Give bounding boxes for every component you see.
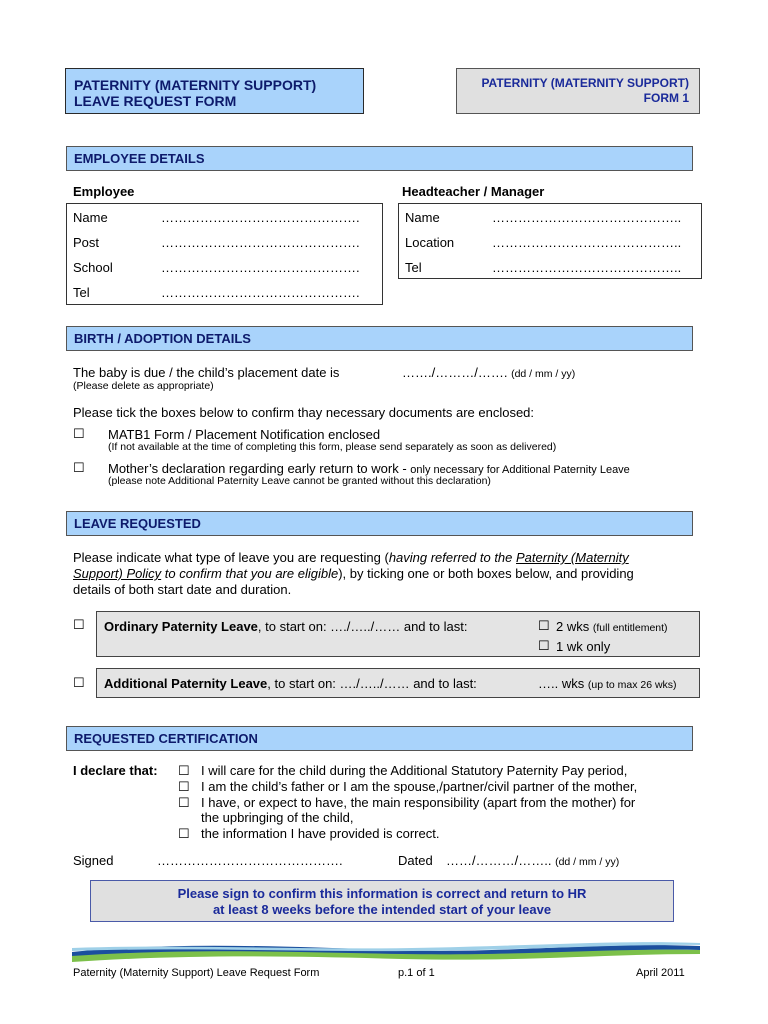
return-notice [90,880,674,922]
manager-name-label: Name [405,210,440,225]
two-weeks-note: (full entitlement) [592,622,668,634]
manager-label: Headteacher / Manager [402,184,545,199]
manager-tel-field[interactable]: …………………………………….. [492,260,682,275]
manager-location-field[interactable]: …………………………………….. [492,235,682,250]
certification-heading: REQUESTED CERTIFICATION [66,726,693,751]
two-weeks-option [556,619,668,634]
tick-intro: Please tick the boxes below to confirm thay necessary documents are enclosed: [73,405,535,420]
form-title-line1: PATERNITY (MATERNITY SUPPORT) [74,77,317,93]
birth-details-heading: BIRTH / ADOPTION DETAILS [66,326,693,351]
due-date-format: (dd / mm / yy) [511,368,576,380]
one-week-checkbox[interactable]: ☐ [538,638,550,653]
declare-line-1: I will care for the child during the Additional Statutory Paternity Pay period, [201,763,628,778]
form-number-line1: PATERNITY (MATERNITY SUPPORT) [481,76,689,90]
employee-school-label: School [73,260,113,275]
declare-label: I declare that: [73,763,158,778]
decorative-wave [72,940,700,964]
declare-line-2: I am the child’s father or I am the spouse,/partner/civil partner of the mother, [201,779,638,794]
employee-post-label: Post [73,235,100,250]
employee-details-heading: EMPLOYEE DETAILS [66,146,693,171]
two-weeks-label: 2 wks [556,619,590,634]
dated-label: Dated [398,853,433,868]
additional-weeks-field[interactable] [538,676,677,691]
additional-weeks-note: (up to max 26 wks) [587,679,677,691]
employee-name-field[interactable]: ………………………………………. [161,210,360,225]
declare-line-3: I have, or expect to have, the main responsibility (apart from the mother) for [201,795,636,810]
ordinary-leave-label: Ordinary Paternity Leave [104,619,258,634]
policy-link[interactable]: Paternity (Maternity Support) Policy [73,550,629,581]
additional-leave-label: Additional Paternity Leave [104,676,268,691]
return-notice-line1: Please sign to confirm this information is correct and return to HR [177,886,587,901]
signature-field[interactable]: ……………………………………. [157,853,343,868]
employee-label: Employee [73,184,135,199]
due-date-note: (Please delete as appropriate) [73,380,214,392]
declare-checkbox-2[interactable]: ☐ [178,779,190,794]
additional-leave-start[interactable]: , to start on: …./…../…… and to last: [267,676,477,691]
matb1-checkbox[interactable]: ☐ [73,426,85,441]
due-date-dots: ……./………/……. [402,365,508,380]
matb1-note: (If not available at the time of completing this form, please send separately as soon as delivered) [108,441,557,453]
manager-name-field[interactable]: …………………………………….. [492,210,682,225]
additional-weeks-dots: ….. wks [538,676,585,691]
date-dots: ……/………/…….. [446,853,552,868]
manager-location-label: Location [405,235,455,250]
due-date-field[interactable] [402,365,575,380]
form-title [65,68,364,114]
footer-date: April 2011 [636,967,685,979]
employee-school-field[interactable]: ………………………………………. [161,260,360,275]
declare-line-4: the information I have provided is correct. [201,826,440,841]
manager-tel-label: Tel [405,260,422,275]
employee-post-field[interactable]: ………………………………………. [161,235,360,250]
declare-checkbox-4[interactable]: ☐ [178,826,190,841]
form-number-line2: FORM 1 [643,91,689,105]
ordinary-leave-text [104,619,467,634]
leave-intro-d: ), by ticking one or both boxes below, and providing details of both start date and duration. [73,566,634,597]
matb1-label: MATB1 Form / Placement Notification enclosed [108,427,381,442]
mothers-declaration-checkbox[interactable]: ☐ [73,460,85,475]
ordinary-leave-checkbox[interactable]: ☐ [73,617,85,632]
form-number-box [456,68,700,114]
employee-tel-field[interactable]: ………………………………………. [161,285,360,300]
due-date-text: The baby is due / the child’s placement date is [73,365,340,380]
additional-leave-text [104,676,477,691]
leave-intro-b: having referred to the [388,550,517,565]
mothers-declaration-label [108,461,630,476]
return-notice-line2: at least 8 weeks before the intended start of your leave [212,902,552,917]
mothers-declaration-small: only necessary for Additional Paternity Leave [410,464,630,476]
date-field[interactable] [446,853,619,868]
declare-checkbox-1[interactable]: ☐ [178,763,190,778]
two-weeks-checkbox[interactable]: ☐ [538,618,550,633]
leave-intro-a: Please indicate what type of leave you are requesting ( [73,550,389,565]
mothers-declaration-note: (please note Additional Paternity Leave cannot be granted without this declaration) [108,475,491,487]
declare-line-3-cont: the upbringing of the child, [201,810,354,825]
employee-tel-label: Tel [73,285,90,300]
leave-intro-c: to confirm that you are eligible [161,566,339,581]
mothers-declaration-text: Mother’s declaration regarding early return to work - [108,461,411,476]
one-week-label: 1 wk only [556,639,611,654]
leave-requested-heading: LEAVE REQUESTED [66,511,693,536]
additional-leave-checkbox[interactable]: ☐ [73,675,85,690]
signed-label: Signed [73,853,114,868]
form-title-line2: LEAVE REQUEST FORM [74,93,237,109]
footer-title: Paternity (Maternity Support) Leave Request Form [73,967,320,979]
ordinary-leave-start[interactable]: , to start on: …./…../…… and to last: [257,619,468,634]
employee-name-label: Name [73,210,108,225]
declare-checkbox-3[interactable]: ☐ [178,795,190,810]
footer-page: p.1 of 1 [398,967,435,979]
leave-intro [73,550,673,598]
date-format: (dd / mm / yy) [555,856,620,868]
